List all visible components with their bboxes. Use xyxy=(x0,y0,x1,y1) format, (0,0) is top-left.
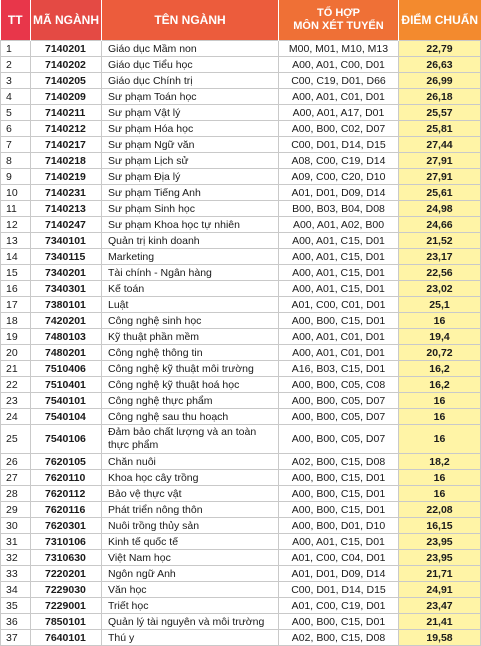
row-diem-chuan: 23,47 xyxy=(399,598,481,614)
row-to-hop: A01, D01, D09, D14 xyxy=(279,185,399,201)
row-ten-nganh: Sư phạm Vật lý xyxy=(102,105,279,121)
row-ten-nganh: Marketing xyxy=(102,249,279,265)
row-diem-chuan: 16 xyxy=(399,393,481,409)
row-diem-chuan: 23,02 xyxy=(399,281,481,297)
row-to-hop: A16, B03, C15, D01 xyxy=(279,361,399,377)
row-ten-nganh: Thú y xyxy=(102,630,279,646)
row-tt: 8 xyxy=(1,153,31,169)
row-ten-nganh: Kinh tế quốc tế xyxy=(102,534,279,550)
row-tt: 10 xyxy=(1,185,31,201)
row-to-hop: A00, A01, A02, B00 xyxy=(279,217,399,233)
row-to-hop: A00, A01, C15, D01 xyxy=(279,281,399,297)
row-to-hop: A00, B00, C15, D01 xyxy=(279,313,399,329)
table-row xyxy=(1,377,481,393)
table-row xyxy=(1,582,481,598)
table-row xyxy=(1,281,481,297)
row-diem-chuan: 18,2 xyxy=(399,454,481,470)
row-ma-nganh: 7640101 xyxy=(31,630,102,646)
table-row xyxy=(1,153,481,169)
table-row xyxy=(1,550,481,566)
row-diem-chuan: 27,44 xyxy=(399,137,481,153)
row-ten-nganh: Sư phạm Hóa học xyxy=(102,121,279,137)
row-ma-nganh: 7850101 xyxy=(31,614,102,630)
row-tt: 24 xyxy=(1,409,31,425)
row-tt: 12 xyxy=(1,217,31,233)
table-row xyxy=(1,185,481,201)
row-diem-chuan: 20,72 xyxy=(399,345,481,361)
table-row xyxy=(1,345,481,361)
row-tt: 25 xyxy=(1,425,31,454)
row-diem-chuan: 24,66 xyxy=(399,217,481,233)
row-diem-chuan: 25,61 xyxy=(399,185,481,201)
row-ma-nganh: 7140247 xyxy=(31,217,102,233)
row-diem-chuan: 23,95 xyxy=(399,534,481,550)
row-tt: 16 xyxy=(1,281,31,297)
row-to-hop: A00, A01, C15, D01 xyxy=(279,265,399,281)
table-row xyxy=(1,313,481,329)
row-tt: 32 xyxy=(1,550,31,566)
row-ma-nganh: 7340101 xyxy=(31,233,102,249)
table-row xyxy=(1,121,481,137)
row-to-hop: A00, A01, C01, D01 xyxy=(279,329,399,345)
row-diem-chuan: 22,08 xyxy=(399,502,481,518)
row-to-hop: A01, C00, C04, D01 xyxy=(279,550,399,566)
row-ten-nganh: Phát triển nông thôn xyxy=(102,502,279,518)
row-ma-nganh: 7140212 xyxy=(31,121,102,137)
row-ten-nganh: Kế toán xyxy=(102,281,279,297)
row-ma-nganh: 7540106 xyxy=(31,425,102,454)
row-tt: 15 xyxy=(1,265,31,281)
row-diem-chuan: 16,2 xyxy=(399,361,481,377)
table-row xyxy=(1,89,481,105)
row-ten-nganh: Kỹ thuật phần mềm xyxy=(102,329,279,345)
row-ma-nganh: 7510406 xyxy=(31,361,102,377)
row-ten-nganh: Văn học xyxy=(102,582,279,598)
row-ma-nganh: 7220201 xyxy=(31,566,102,582)
row-diem-chuan: 26,18 xyxy=(399,89,481,105)
table-row xyxy=(1,425,481,454)
row-ten-nganh: Sư phạm Tiếng Anh xyxy=(102,185,279,201)
row-to-hop: A01, C00, C01, D01 xyxy=(279,297,399,313)
row-ten-nganh: Quản trị kinh doanh xyxy=(102,233,279,249)
row-ten-nganh: Giáo dục Mầm non xyxy=(102,41,279,57)
row-ma-nganh: 7540101 xyxy=(31,393,102,409)
header-ten-nganh: TÊN NGÀNH xyxy=(102,0,279,41)
row-tt: 1 xyxy=(1,41,31,57)
row-to-hop: A00, B00, C15, D01 xyxy=(279,614,399,630)
row-ma-nganh: 7540104 xyxy=(31,409,102,425)
row-ten-nganh: Giáo dục Tiểu học xyxy=(102,57,279,73)
header-to-hop-line1: TỔ HỢP xyxy=(317,7,360,19)
table-row xyxy=(1,502,481,518)
row-tt: 5 xyxy=(1,105,31,121)
row-ma-nganh: 7340115 xyxy=(31,249,102,265)
row-ma-nganh: 7620105 xyxy=(31,454,102,470)
row-to-hop: A00, A01, A17, D01 xyxy=(279,105,399,121)
row-ma-nganh: 7140201 xyxy=(31,41,102,57)
table-row xyxy=(1,105,481,121)
row-to-hop: A00, B00, C05, D07 xyxy=(279,393,399,409)
header-tt: TT xyxy=(1,0,31,41)
row-tt: 13 xyxy=(1,233,31,249)
table-row xyxy=(1,329,481,345)
header-to-hop-line2: MÔN XÉT TUYỂN xyxy=(293,20,384,32)
row-ma-nganh: 7229001 xyxy=(31,598,102,614)
row-tt: 2 xyxy=(1,57,31,73)
row-tt: 6 xyxy=(1,121,31,137)
row-tt: 19 xyxy=(1,329,31,345)
row-ma-nganh: 7140219 xyxy=(31,169,102,185)
row-diem-chuan: 24,98 xyxy=(399,201,481,217)
row-ten-nganh: Sư phạm Khoa học tự nhiên xyxy=(102,217,279,233)
row-to-hop: A00, B00, C05, D07 xyxy=(279,425,399,454)
row-ten-nganh: Chăn nuôi xyxy=(102,454,279,470)
row-tt: 3 xyxy=(1,73,31,89)
row-ten-nganh: Sư phạm Lịch sử xyxy=(102,153,279,169)
row-tt: 9 xyxy=(1,169,31,185)
row-to-hop: A00, B00, D01, D10 xyxy=(279,518,399,534)
row-ten-nganh: Tài chính - Ngân hàng xyxy=(102,265,279,281)
row-ma-nganh: 7620116 xyxy=(31,502,102,518)
row-diem-chuan: 16,15 xyxy=(399,518,481,534)
row-to-hop: A00, B00, C05, D07 xyxy=(279,409,399,425)
row-to-hop: A01, D01, D09, D14 xyxy=(279,566,399,582)
row-ma-nganh: 7620301 xyxy=(31,518,102,534)
table-row xyxy=(1,598,481,614)
row-diem-chuan: 22,56 xyxy=(399,265,481,281)
row-ten-nganh: Việt Nam học xyxy=(102,550,279,566)
table-row xyxy=(1,470,481,486)
row-tt: 23 xyxy=(1,393,31,409)
row-tt: 29 xyxy=(1,502,31,518)
row-diem-chuan: 26,99 xyxy=(399,73,481,89)
table-row xyxy=(1,297,481,313)
table-row xyxy=(1,361,481,377)
row-to-hop: C00, D01, D14, D15 xyxy=(279,137,399,153)
table-row xyxy=(1,393,481,409)
row-tt: 31 xyxy=(1,534,31,550)
table-row xyxy=(1,249,481,265)
row-diem-chuan: 26,63 xyxy=(399,57,481,73)
row-diem-chuan: 22,79 xyxy=(399,41,481,57)
row-ten-nganh: Công nghệ sinh học xyxy=(102,313,279,329)
table-row xyxy=(1,137,481,153)
row-diem-chuan: 23,95 xyxy=(399,550,481,566)
table-row xyxy=(1,614,481,630)
row-ma-nganh: 7480201 xyxy=(31,345,102,361)
row-diem-chuan: 16,2 xyxy=(399,377,481,393)
row-diem-chuan: 21,52 xyxy=(399,233,481,249)
row-diem-chuan: 27,91 xyxy=(399,153,481,169)
table-header-row xyxy=(1,0,481,41)
row-tt: 35 xyxy=(1,598,31,614)
table-row xyxy=(1,454,481,470)
row-ten-nganh: Sư phạm Sinh học xyxy=(102,201,279,217)
row-diem-chuan: 25,81 xyxy=(399,121,481,137)
row-diem-chuan: 16 xyxy=(399,409,481,425)
row-ten-nganh: Giáo dục Chính trị xyxy=(102,73,279,89)
row-to-hop: A00, A01, C15, D01 xyxy=(279,534,399,550)
row-ten-nganh: Sư phạm Địa lý xyxy=(102,169,279,185)
row-tt: 21 xyxy=(1,361,31,377)
row-to-hop: C00, C19, D01, D66 xyxy=(279,73,399,89)
row-ma-nganh: 7229030 xyxy=(31,582,102,598)
row-to-hop: A01, C00, C19, D01 xyxy=(279,598,399,614)
row-ma-nganh: 7380101 xyxy=(31,297,102,313)
row-tt: 30 xyxy=(1,518,31,534)
table-row xyxy=(1,233,481,249)
row-tt: 26 xyxy=(1,454,31,470)
row-ten-nganh: Nuôi trồng thủy sản xyxy=(102,518,279,534)
row-to-hop: A02, B00, C15, D08 xyxy=(279,454,399,470)
row-to-hop: A02, B00, C15, D08 xyxy=(279,630,399,646)
row-to-hop: A00, A01, C01, D01 xyxy=(279,345,399,361)
row-ma-nganh: 7510401 xyxy=(31,377,102,393)
row-ten-nganh: Triết học xyxy=(102,598,279,614)
row-ma-nganh: 7140231 xyxy=(31,185,102,201)
row-to-hop: A00, B00, C02, D07 xyxy=(279,121,399,137)
row-to-hop: A00, A01, C15, D01 xyxy=(279,233,399,249)
table-row xyxy=(1,518,481,534)
row-diem-chuan: 25,1 xyxy=(399,297,481,313)
row-to-hop: A00, B00, C15, D01 xyxy=(279,502,399,518)
row-ten-nganh: Công nghệ thông tin xyxy=(102,345,279,361)
row-ma-nganh: 7340301 xyxy=(31,281,102,297)
row-to-hop: C00, D01, D14, D15 xyxy=(279,582,399,598)
table-row xyxy=(1,409,481,425)
row-ma-nganh: 7340201 xyxy=(31,265,102,281)
row-diem-chuan: 27,91 xyxy=(399,169,481,185)
header-to-hop xyxy=(279,0,399,41)
row-ma-nganh: 7140202 xyxy=(31,57,102,73)
row-to-hop: A09, C00, C20, D10 xyxy=(279,169,399,185)
row-diem-chuan: 19,58 xyxy=(399,630,481,646)
table-row xyxy=(1,57,481,73)
row-tt: 18 xyxy=(1,313,31,329)
row-to-hop: M00, M01, M10, M13 xyxy=(279,41,399,57)
row-diem-chuan: 21,71 xyxy=(399,566,481,582)
row-diem-chuan: 16 xyxy=(399,486,481,502)
row-ma-nganh: 7620112 xyxy=(31,486,102,502)
row-tt: 34 xyxy=(1,582,31,598)
header-ma-nganh: MÃ NGÀNH xyxy=(31,0,102,41)
table-row xyxy=(1,630,481,646)
row-diem-chuan: 23,17 xyxy=(399,249,481,265)
row-diem-chuan: 19,4 xyxy=(399,329,481,345)
row-ten-nganh: Khoa học cây trồng xyxy=(102,470,279,486)
row-diem-chuan: 16 xyxy=(399,425,481,454)
row-ma-nganh: 7140213 xyxy=(31,201,102,217)
table-row xyxy=(1,41,481,57)
row-to-hop: A00, A01, C15, D01 xyxy=(279,249,399,265)
table-row xyxy=(1,169,481,185)
row-to-hop: A00, B00, C15, D01 xyxy=(279,486,399,502)
row-to-hop: B00, B03, B04, D08 xyxy=(279,201,399,217)
row-diem-chuan: 16 xyxy=(399,313,481,329)
row-diem-chuan: 25,57 xyxy=(399,105,481,121)
row-tt: 37 xyxy=(1,630,31,646)
row-ma-nganh: 7140211 xyxy=(31,105,102,121)
row-tt: 27 xyxy=(1,470,31,486)
row-tt: 4 xyxy=(1,89,31,105)
row-ten-nganh: Bảo vệ thực vật xyxy=(102,486,279,502)
row-diem-chuan: 21,41 xyxy=(399,614,481,630)
row-ten-nganh: Công nghệ kỹ thuật hoá học xyxy=(102,377,279,393)
row-tt: 33 xyxy=(1,566,31,582)
row-diem-chuan: 16 xyxy=(399,470,481,486)
row-ma-nganh: 7620110 xyxy=(31,470,102,486)
row-tt: 14 xyxy=(1,249,31,265)
row-ma-nganh: 7310630 xyxy=(31,550,102,566)
row-tt: 17 xyxy=(1,297,31,313)
row-ma-nganh: 7420201 xyxy=(31,313,102,329)
row-ma-nganh: 7140218 xyxy=(31,153,102,169)
row-diem-chuan: 24,91 xyxy=(399,582,481,598)
table-row xyxy=(1,566,481,582)
row-tt: 20 xyxy=(1,345,31,361)
row-ma-nganh: 7140209 xyxy=(31,89,102,105)
row-ten-nganh: Quản lý tài nguyên và môi trường xyxy=(102,614,279,630)
table-body xyxy=(1,41,481,646)
row-to-hop: A00, A01, C00, D01 xyxy=(279,57,399,73)
table-row xyxy=(1,201,481,217)
row-ma-nganh: 7480103 xyxy=(31,329,102,345)
header-diem-chuan: ĐIỂM CHUẨN xyxy=(399,0,481,41)
row-tt: 28 xyxy=(1,486,31,502)
row-tt: 7 xyxy=(1,137,31,153)
row-ten-nganh: Công nghệ thực phẩm xyxy=(102,393,279,409)
row-ten-nganh: Ngôn ngữ Anh xyxy=(102,566,279,582)
row-ten-nganh: Luật xyxy=(102,297,279,313)
row-ma-nganh: 7140205 xyxy=(31,73,102,89)
table-row xyxy=(1,217,481,233)
row-to-hop: A00, A01, C01, D01 xyxy=(279,89,399,105)
row-tt: 22 xyxy=(1,377,31,393)
table-row xyxy=(1,486,481,502)
row-ma-nganh: 7140217 xyxy=(31,137,102,153)
row-tt: 36 xyxy=(1,614,31,630)
row-to-hop: A00, B00, C05, C08 xyxy=(279,377,399,393)
row-ten-nganh: Công nghệ kỹ thuật môi trường xyxy=(102,361,279,377)
table-row xyxy=(1,534,481,550)
row-ten-nganh: Công nghệ sau thu hoạch xyxy=(102,409,279,425)
table-row xyxy=(1,73,481,89)
row-ten-nganh: Sư phạm Ngữ văn xyxy=(102,137,279,153)
row-to-hop: A08, C00, C19, D14 xyxy=(279,153,399,169)
row-ten-nganh: Sư phạm Toán học xyxy=(102,89,279,105)
row-to-hop: A00, B00, C15, D01 xyxy=(279,470,399,486)
table-row xyxy=(1,265,481,281)
row-ma-nganh: 7310106 xyxy=(31,534,102,550)
row-ten-nganh: Đảm bảo chất lượng và an toàn thực phẩm xyxy=(102,425,279,454)
row-tt: 11 xyxy=(1,201,31,217)
